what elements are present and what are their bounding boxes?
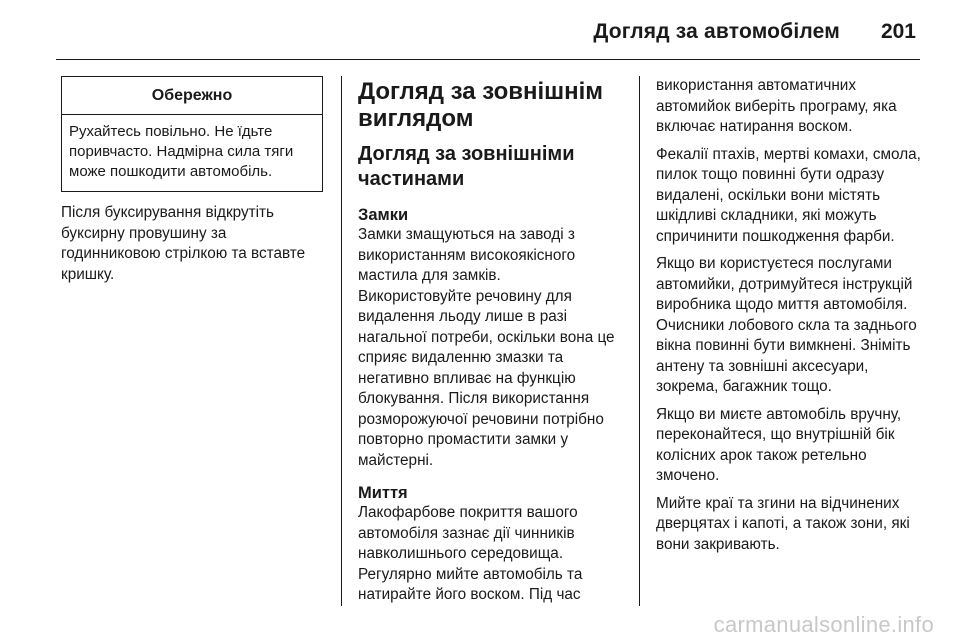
washing-text: Лакофарбове покриття вашого автомобіля зазнає дії чинників навколишнього середовища. Регулярно мийте автомобіль та натирайте його воском. Під час — [358, 504, 583, 603]
page-number: 201 — [880, 20, 916, 43]
caution-box — [61, 76, 323, 192]
column-middle — [358, 76, 628, 606]
paragraph: Мийте краї та згини на відчинених дверцятах і капоті, а також зони, які вони закривають. — [656, 494, 910, 553]
column-left — [61, 76, 324, 292]
caution-title: Обережно — [62, 77, 322, 115]
paragraph: Якщо ви користуєтеся послугами автомийки, дотримуйтеся інструкцій виробника щодо миття автомобіля. Очисники лобового скла та заднього вікна повинні бути вимкнені. Зніміть антену та зовнішні аксесуари, зокрема, багажник тощо. — [656, 255, 917, 395]
header-rule — [56, 59, 920, 60]
locks-heading: Замки — [358, 206, 409, 224]
column-divider-left — [341, 76, 342, 606]
column-right — [656, 76, 924, 562]
paragraph: Якщо ви миєте автомобіль вручну, переконайтеся, що внутрішній бік колісних арок також ретельно змочено. — [656, 405, 902, 484]
column-divider-right — [639, 76, 640, 606]
towing-eye-paragraph: Після буксирування відкрутіть буксирну провушину за годинниковою стрілкою та вставте кришку. — [61, 204, 306, 283]
paragraph: Фекалії птахів, мертві комахи, смола, пилок тощо повинні бути одразу видалені, оскільки вони містять шкідливі складники, які можуть спричинити пошкодження фарби. — [656, 145, 921, 245]
paragraph: використання автоматичних автомийок виберіть програму, яка включає натирання воском. — [656, 77, 897, 135]
caution-text: Рухайтесь повільно. Не їдьте поривчасто. Надмірна сила тяги може пошкодити автомобіль. — [69, 123, 294, 180]
washing-heading: Миття — [358, 484, 408, 502]
locks-text-1: Замки змащуються на заводі з використанням високоякісного мастила для замків. — [358, 226, 576, 284]
header-title: Догляд за автомобілем — [593, 20, 840, 43]
locks-text-2: Використовуйте речовину для видалення льоду лише в разі нагальної потреби, оскільки вона це сприяє видаленню змазки та негативно впливає на функцію блокування. Після використання розморожуючої речовини потрібно повторно промастити замки у майстерні. — [358, 287, 615, 469]
sub-heading: Догляд за зовнішніми частинами — [358, 143, 575, 190]
watermark: carmanualsonline.info — [713, 612, 934, 637]
page-header — [56, 14, 920, 54]
main-heading: Догляд за зовнішнім виглядом — [358, 78, 604, 132]
